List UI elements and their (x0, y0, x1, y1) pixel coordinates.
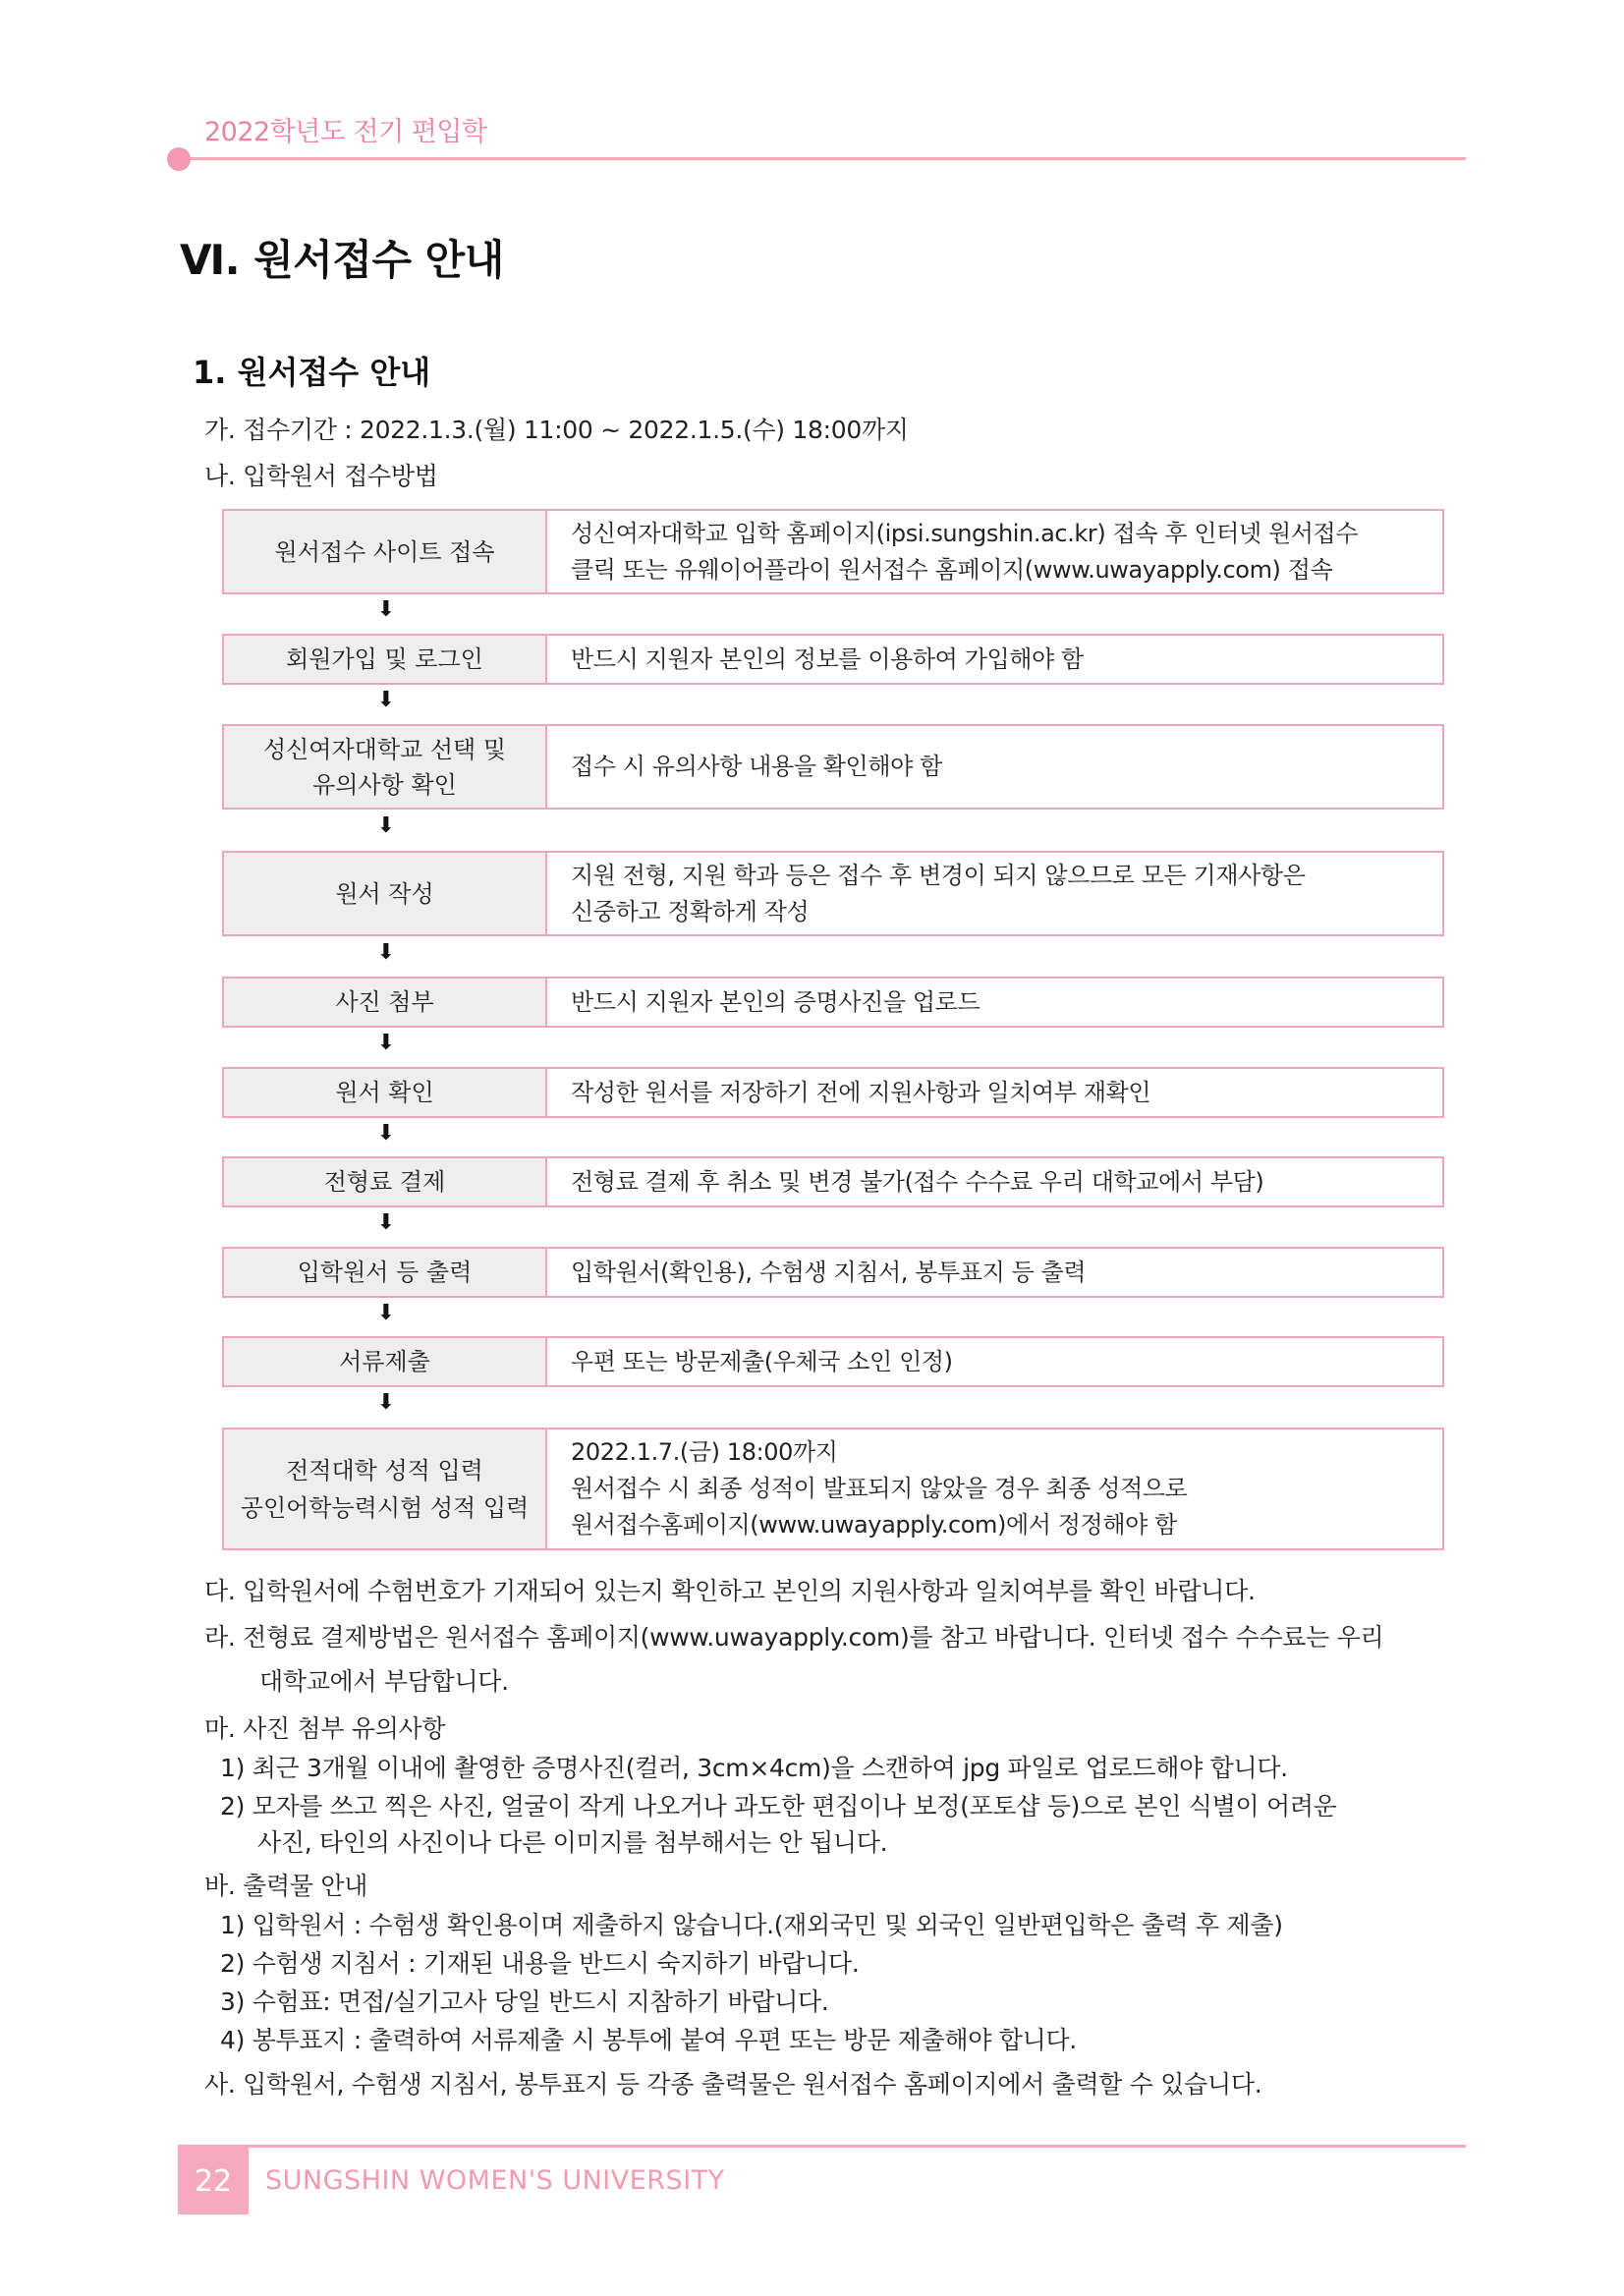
flow-step (222, 977, 1444, 1028)
flow-step-desc (547, 1429, 1442, 1548)
flow-step-label (224, 1158, 547, 1205)
flow-step-desc-line: 지원 전형, 지원 학과 등은 접수 후 변경이 되지 않으므로 모든 기재사항은 (571, 861, 1306, 889)
flow-step-desc-line: 접수 시 유의사항 내용을 확인해야 함 (571, 753, 942, 780)
flow-step (222, 634, 1444, 685)
flow-step-label-line: 원서접수 사이트 접속 (274, 537, 495, 566)
flow-step-desc-line: 입학원서(확인용), 수험생 지침서, 봉투표지 등 출력 (571, 1258, 1087, 1286)
header-dot (167, 147, 191, 171)
item-ra-line: 라. 전형료 결제방법은 원서접수 홈페이지(www.uwayapply.com)를 참고 바랍니다. 인터넷 접수 수수료는 우리 (204, 1623, 1384, 1652)
down-arrow-icon: ⬇ (376, 1210, 396, 1235)
flow-step-label-line: 사진 첨부 (335, 988, 434, 1016)
flow-step-label (224, 636, 547, 683)
item-ma-2-line: 2) 모자를 쓰고 찍은 사진, 얼굴이 작게 나오거나 과도한 편집이나 보정(포토샵 등)으로 본인 식별이 어려운 (220, 1792, 1337, 1820)
flow-step (222, 1067, 1444, 1118)
item-ga: 가. 접수기간 : 2022.1.3.(월) 11:00 ~ 2022.1.5.(수) 18:00까지 (204, 416, 909, 444)
flow-step (222, 1156, 1444, 1207)
flow-step-desc (547, 1338, 1442, 1385)
flow-step-desc (547, 979, 1442, 1026)
flow-step (222, 1247, 1444, 1298)
down-arrow-icon: ⬇ (376, 1301, 396, 1325)
flow-step-label (224, 979, 547, 1026)
down-arrow-icon: ⬇ (376, 813, 396, 838)
item-sa: 사. 입학원서, 수험생 지침서, 봉투표지 등 각종 출력물은 원서접수 홈페이지에서 출력할 수 있습니다. (204, 2070, 1262, 2099)
flow-step-desc-line: 작성한 원서를 저장하기 전에 지원사항과 일치여부 재확인 (571, 1078, 1151, 1106)
item-ma-2-line: 사진, 타인의 사진이나 다른 이미지를 첨부해서는 안 됩니다. (257, 1828, 888, 1857)
flow-step-desc-line: 원서접수홈페이지(www.uwayapply.com)에서 정정해야 함 (571, 1511, 1177, 1539)
flow-step-desc-line: 성신여자대학교 입학 홈페이지(ipsi.sungshin.ac.kr) 접속 후 인터넷 원서접수 (571, 519, 1359, 547)
flow-step (222, 851, 1444, 936)
flow-step-label (224, 1429, 547, 1548)
down-arrow-icon: ⬇ (376, 1121, 396, 1146)
flow-step-label (224, 726, 547, 808)
down-arrow-icon: ⬇ (376, 688, 396, 712)
flow-step-desc (547, 511, 1442, 592)
flow-step-desc (547, 1158, 1442, 1205)
flow-step-label-line: 성신여자대학교 선택 및 (262, 735, 507, 763)
page-title: Ⅵ. 원서접수 안내 (180, 236, 504, 284)
header-title: 2022학년도 전기 편입학 (204, 117, 487, 147)
flow-step-desc (547, 1069, 1442, 1116)
item-ba: 바. 출력물 안내 (204, 1872, 368, 1900)
down-arrow-icon: ⬇ (376, 597, 396, 622)
flow-step-desc-line: 원서접수 시 최종 성적이 발표되지 않았을 경우 최종 성적으로 (571, 1475, 1188, 1502)
item-ba-list-item: 4) 봉투표지 : 출력하여 서류제출 시 봉투에 붙여 우편 또는 방문 제출해야 합니다. (220, 2026, 1077, 2054)
flow-step-label-line: 유의사항 확인 (312, 770, 457, 799)
flow-step-desc (547, 853, 1442, 934)
item-ba-list-item: 2) 수험생 지침서 : 기재된 내용을 반드시 숙지하기 바랍니다. (220, 1949, 860, 1978)
flow-step-label (224, 511, 547, 592)
flow-step-label (224, 1338, 547, 1385)
flow-step-label-line: 원서 확인 (335, 1079, 434, 1106)
flow-step-desc-line: 반드시 지원자 본인의 증명사진을 업로드 (571, 987, 980, 1016)
page-number: 22 (178, 2148, 249, 2214)
footer-university-name: SUNGSHIN WOMEN'S UNIVERSITY (265, 2165, 725, 2196)
flow-step (222, 724, 1444, 810)
flow-step-desc-line: 전형료 결제 후 취소 및 변경 불가(접수 수수료 우리 대학교에서 부담) (571, 1167, 1264, 1196)
item-na: 나. 입학원서 접수방법 (204, 462, 438, 490)
item-ba-list-item: 3) 수험표: 면접/실기고사 당일 반드시 지참하기 바랍니다. (220, 1988, 829, 2016)
flow-step-label-line: 원서 작성 (335, 879, 434, 908)
flow-step-desc (547, 1249, 1442, 1296)
item-ma: 마. 사진 첨부 유의사항 (204, 1714, 446, 1743)
flow-step (222, 1336, 1444, 1387)
flow-step (222, 509, 1444, 594)
flow-step-desc (547, 636, 1442, 683)
item-ba-list-item: 1) 입학원서 : 수험생 확인용이며 제출하지 않습니다.(재외국민 및 외국인 일반편입학은 출력 후 제출) (220, 1911, 1283, 1939)
flow-step-label-line: 전형료 결제 (323, 1168, 446, 1196)
flow-step-desc-line: 신중하고 정확하게 작성 (571, 897, 810, 925)
flow-step-label (224, 1249, 547, 1296)
flow-step-label-line: 회원가입 및 로그인 (286, 645, 483, 673)
down-arrow-icon: ⬇ (376, 940, 396, 965)
flow-step-label (224, 1069, 547, 1116)
down-arrow-icon: ⬇ (376, 1031, 396, 1055)
flow-step-label-line: 전적대학 성적 입력 (286, 1456, 483, 1484)
down-arrow-icon: ⬇ (376, 1390, 396, 1415)
header-divider (177, 157, 1466, 160)
item-da: 다. 입학원서에 수험번호가 기재되어 있는지 확인하고 본인의 지원사항과 일치여부를 확인 바랍니다. (204, 1577, 1256, 1605)
flow-step-desc-line: 우편 또는 방문제출(우체국 소인 인정) (571, 1347, 953, 1375)
item-ma-1: 1) 최근 3개월 이내에 촬영한 증명사진(컬러, 3cm×4cm)을 스캔하여 jpg 파일로 업로드해야 합니다. (220, 1754, 1288, 1782)
flow-step-desc (547, 726, 1442, 808)
flow-step-label-line: 공인어학능력시험 성적 입력 (240, 1493, 530, 1522)
flow-step-label-line: 입학원서 등 출력 (297, 1259, 473, 1286)
flow-step-label (224, 853, 547, 934)
flow-step (222, 1428, 1444, 1550)
section-title: 1. 원서접수 안내 (193, 354, 431, 391)
item-ra-line: 대학교에서 부담합니다. (259, 1667, 509, 1696)
flow-step-desc-line: 반드시 지원자 본인의 정보를 이용하여 가입해야 함 (571, 644, 1084, 673)
flow-step-label-line: 서류제출 (339, 1348, 430, 1375)
flow-step-desc-line: 2022.1.7.(금) 18:00까지 (571, 1438, 838, 1466)
flow-step-desc-line: 클릭 또는 유웨이어플라이 원서접수 홈페이지(www.uwayapply.com) 접속 (571, 555, 1333, 584)
footer-divider (178, 2145, 1466, 2148)
